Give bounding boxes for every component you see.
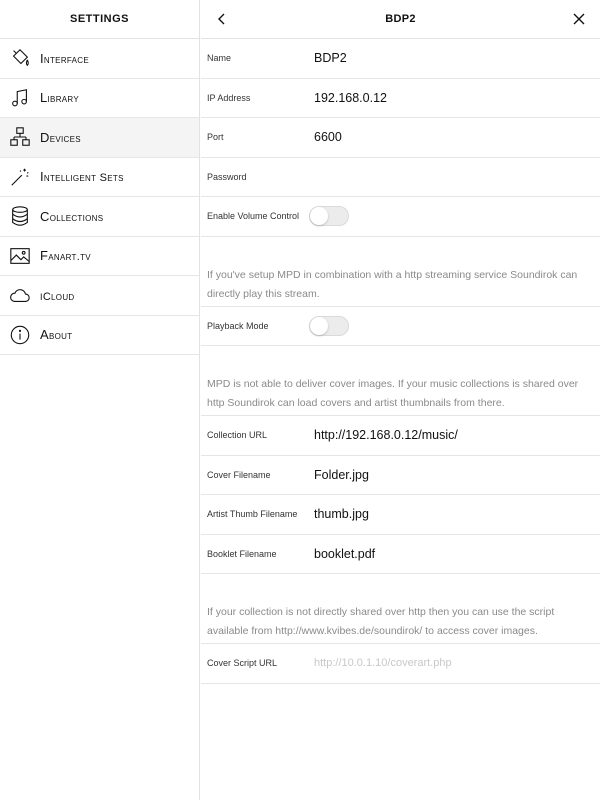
paint-bucket-icon <box>9 47 31 69</box>
streaming-note-block <box>201 237 600 307</box>
port-field[interactable]: 6600 <box>314 130 342 145</box>
cover-filename-label: Cover Filename <box>207 469 271 480</box>
image-icon <box>9 245 31 267</box>
network-devices-icon <box>9 126 31 148</box>
script-note-block <box>201 574 600 644</box>
script-note: If your collection is not directly shared over http then you can use the script available from http://www.kvibes.de/soundirok/ to access cover images. <box>207 606 555 637</box>
cover-filename-field[interactable]: Folder.jpg <box>314 467 369 482</box>
sidebar-item-label: Interface <box>40 50 89 66</box>
sidebar-item-label: Fanart.tv <box>40 248 91 264</box>
artist-thumb-label: Artist Thumb Filename <box>207 509 298 520</box>
chevron-left-icon <box>213 10 231 28</box>
settings-sidebar <box>0 0 200 800</box>
cover-script-url-label: Cover Script URL <box>207 658 278 669</box>
database-icon <box>9 205 31 227</box>
sidebar-item-interface[interactable] <box>0 39 199 79</box>
name-row <box>201 39 600 79</box>
name-field[interactable]: BDP2 <box>314 51 347 66</box>
sidebar-item-intelligent-sets[interactable] <box>0 158 199 198</box>
sidebar-item-fanart[interactable] <box>0 237 199 277</box>
port-label: Port <box>207 132 224 143</box>
ip-address-row <box>201 79 600 119</box>
volume-control-row <box>201 197 600 237</box>
name-label: Name <box>207 53 232 64</box>
sidebar-item-label: Devices <box>40 129 81 145</box>
toggle-knob <box>310 207 328 225</box>
music-note-icon <box>9 87 31 109</box>
info-icon <box>9 324 31 346</box>
booklet-filename-field[interactable]: booklet.pdf <box>314 546 376 561</box>
sidebar-item-collections[interactable] <box>0 197 199 237</box>
sidebar-item-label: Intelligent Sets <box>40 169 124 185</box>
artist-thumb-field[interactable]: thumb.jpg <box>314 507 369 522</box>
booklet-filename-label: Booklet Filename <box>207 548 277 559</box>
close-icon <box>570 10 588 28</box>
sidebar-item-library[interactable] <box>0 79 199 119</box>
sidebar-item-about[interactable] <box>0 316 199 356</box>
cover-note: MPD is not able to deliver cover images. If your music collections is shared over http Soundirok can load covers and artist thumbnails from there. <box>207 378 579 409</box>
ip-address-field[interactable]: 192.168.0.12 <box>314 90 387 105</box>
cover-script-url-field[interactable]: http://10.0.1.10/coverart.php <box>314 657 452 670</box>
toggle-knob <box>310 317 328 335</box>
collection-url-field[interactable]: http://192.168.0.12/music/ <box>314 428 458 443</box>
booklet-filename-row <box>201 535 600 575</box>
sidebar-item-label: iCloud <box>40 287 75 303</box>
port-row <box>201 118 600 158</box>
sidebar-item-icloud[interactable] <box>0 276 199 316</box>
volume-control-toggle[interactable] <box>309 206 349 226</box>
collection-url-row <box>201 416 600 456</box>
cover-note-block <box>201 346 600 416</box>
device-detail-panel <box>201 0 600 800</box>
cover-filename-row <box>201 456 600 496</box>
cover-script-url-row <box>201 644 600 684</box>
volume-control-label: Enable Volume Control <box>207 211 300 222</box>
detail-header <box>201 0 600 39</box>
ip-address-label: IP Address <box>207 92 251 103</box>
close-button[interactable] <box>570 10 588 28</box>
sidebar-item-devices[interactable] <box>0 118 199 158</box>
password-label: Password <box>207 171 247 182</box>
streaming-note: If you've setup MPD in combination with a http streaming service Soundirok can directly play this stream. <box>207 268 578 300</box>
playback-mode-row <box>201 307 600 347</box>
playback-mode-toggle[interactable] <box>309 316 349 336</box>
sidebar-title: SETTINGS <box>0 0 199 39</box>
magic-wand-icon <box>9 166 31 188</box>
password-field[interactable] <box>314 167 514 187</box>
password-row <box>201 158 600 198</box>
playback-mode-label: Playback Mode <box>207 320 269 331</box>
sidebar-item-label: Collections <box>40 208 104 224</box>
cloud-icon <box>9 284 31 306</box>
artist-thumb-row <box>201 495 600 535</box>
page-title: BDP2 <box>385 13 416 25</box>
collection-url-label: Collection URL <box>207 430 268 441</box>
back-button[interactable] <box>213 10 231 28</box>
sidebar-item-label: About <box>40 327 73 343</box>
sidebar-item-label: Library <box>40 90 79 106</box>
